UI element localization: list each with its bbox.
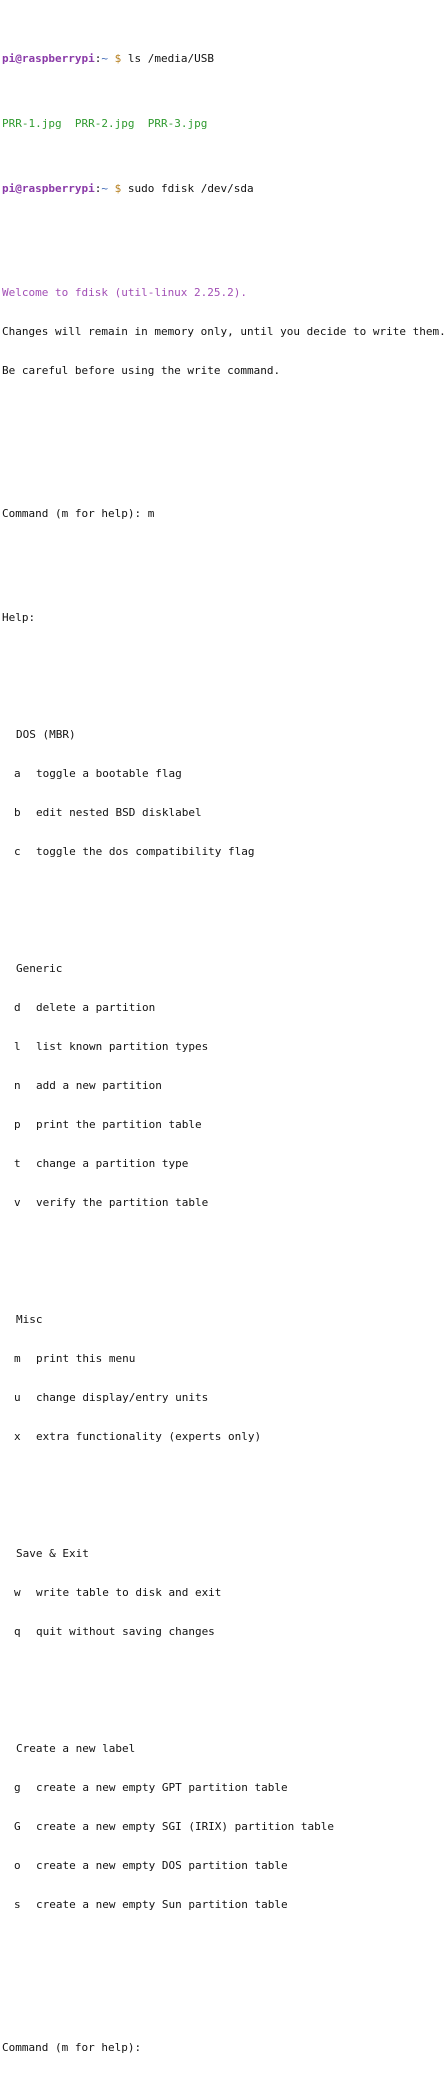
help-item bbox=[2, 1157, 433, 1170]
help-desc: create a new empty DOS partition table bbox=[36, 1859, 288, 1872]
help-key: G bbox=[14, 1820, 21, 1833]
help-item bbox=[2, 806, 433, 819]
section-title-save-exit: Save & Exit bbox=[16, 1547, 89, 1560]
help-desc: add a new partition bbox=[36, 1079, 162, 1092]
help-key: v bbox=[14, 1196, 21, 1209]
help-key: a bbox=[14, 767, 21, 780]
help-key: u bbox=[14, 1391, 21, 1404]
help-item bbox=[2, 1040, 433, 1053]
section-title-dos: DOS (MBR) bbox=[16, 728, 76, 741]
blank-line bbox=[2, 663, 433, 676]
command-entered: m bbox=[147, 507, 155, 520]
help-item bbox=[2, 1118, 433, 1131]
shell-line-fdisk bbox=[2, 182, 433, 195]
ls-output-line bbox=[2, 117, 433, 130]
help-item bbox=[2, 767, 433, 780]
help-item bbox=[2, 1625, 433, 1638]
help-item bbox=[2, 845, 433, 858]
blank-line bbox=[2, 897, 433, 910]
final-command-prompt[interactable]: Command (m for help): bbox=[2, 2041, 142, 2054]
help-key: n bbox=[14, 1079, 21, 1092]
help-item bbox=[2, 1820, 433, 1833]
prompt-path: ~ bbox=[101, 182, 108, 195]
help-desc: print the partition table bbox=[36, 1118, 202, 1131]
help-desc: create a new empty SGI (IRIX) partition table bbox=[36, 1820, 335, 1833]
help-desc: delete a partition bbox=[36, 1001, 156, 1014]
blank-line bbox=[2, 1950, 433, 1963]
blank-line bbox=[2, 416, 433, 429]
help-desc: create a new empty GPT partition table bbox=[36, 1781, 288, 1794]
help-key: w bbox=[14, 1586, 21, 1599]
help-key: x bbox=[14, 1430, 21, 1443]
blank-line bbox=[2, 559, 433, 572]
blank-line bbox=[2, 1989, 433, 2002]
help-key: l bbox=[14, 1040, 21, 1053]
command-prompt-label: Command (m for help): bbox=[2, 507, 142, 520]
command-text: sudo fdisk /dev/sda bbox=[127, 182, 254, 195]
help-item bbox=[2, 1391, 433, 1404]
command-text: ls /media/USB bbox=[127, 52, 214, 65]
help-key: p bbox=[14, 1118, 21, 1131]
help-item bbox=[2, 1586, 433, 1599]
blank-line bbox=[2, 1677, 433, 1690]
help-item bbox=[2, 1430, 433, 1443]
section-title-create-label: Create a new label bbox=[16, 1742, 136, 1755]
file-name: PRR-2.jpg bbox=[74, 117, 135, 130]
fdisk-command-prompt bbox=[2, 507, 433, 520]
help-key: o bbox=[14, 1859, 21, 1872]
help-key: g bbox=[14, 1781, 21, 1794]
section-title-misc: Misc bbox=[16, 1313, 43, 1326]
file-name: PRR-1.jpg bbox=[2, 117, 62, 130]
prompt-dollar: $ bbox=[114, 182, 122, 195]
help-key: m bbox=[14, 1352, 21, 1365]
help-desc: quit without saving changes bbox=[36, 1625, 215, 1638]
prompt-user-host: pi@raspberrypi bbox=[2, 52, 95, 65]
help-key: q bbox=[14, 1625, 21, 1638]
file-name: PRR-3.jpg bbox=[147, 117, 208, 130]
help-key: c bbox=[14, 845, 21, 858]
help-desc: toggle a bootable flag bbox=[36, 767, 182, 780]
help-desc: change display/entry units bbox=[36, 1391, 209, 1404]
help-desc: list known partition types bbox=[36, 1040, 209, 1053]
help-desc: toggle the dos compatibility flag bbox=[36, 845, 255, 858]
fdisk-warning: Be careful before using the write command. bbox=[2, 364, 281, 377]
help-item bbox=[2, 1001, 433, 1014]
blank-line bbox=[2, 1248, 433, 1261]
help-desc: write table to disk and exit bbox=[36, 1586, 222, 1599]
help-key: s bbox=[14, 1898, 21, 1911]
help-desc: change a partition type bbox=[36, 1157, 189, 1170]
help-key: t bbox=[14, 1157, 21, 1170]
blank-line bbox=[2, 455, 433, 468]
prompt-separator: : bbox=[94, 52, 102, 65]
help-title: Help: bbox=[2, 611, 36, 624]
help-item bbox=[2, 1352, 433, 1365]
help-item bbox=[2, 1898, 433, 1911]
help-key: b bbox=[14, 806, 21, 819]
help-desc: extra functionality (experts only) bbox=[36, 1430, 262, 1443]
blank-line bbox=[2, 234, 433, 247]
help-item bbox=[2, 1196, 433, 1209]
prompt-dollar: $ bbox=[114, 52, 122, 65]
help-key: d bbox=[14, 1001, 21, 1014]
help-desc: edit nested BSD disklabel bbox=[36, 806, 202, 819]
prompt-user-host: pi@raspberrypi bbox=[2, 182, 95, 195]
prompt-path: ~ bbox=[101, 52, 108, 65]
help-item bbox=[2, 1859, 433, 1872]
section-title-generic: Generic bbox=[16, 962, 63, 975]
help-desc: verify the partition table bbox=[36, 1196, 209, 1209]
help-item bbox=[2, 1781, 433, 1794]
help-item bbox=[2, 1079, 433, 1092]
blank-line bbox=[2, 1482, 433, 1495]
shell-line-ls bbox=[2, 52, 433, 65]
fdisk-welcome: Welcome to fdisk (util-linux 2.25.2). bbox=[2, 286, 248, 299]
fdisk-notice: Changes will remain in memory only, until you decide to write them. bbox=[2, 325, 446, 338]
prompt-separator: : bbox=[94, 182, 102, 195]
help-desc: create a new empty Sun partition table bbox=[36, 1898, 288, 1911]
help-desc: print this menu bbox=[36, 1352, 136, 1365]
